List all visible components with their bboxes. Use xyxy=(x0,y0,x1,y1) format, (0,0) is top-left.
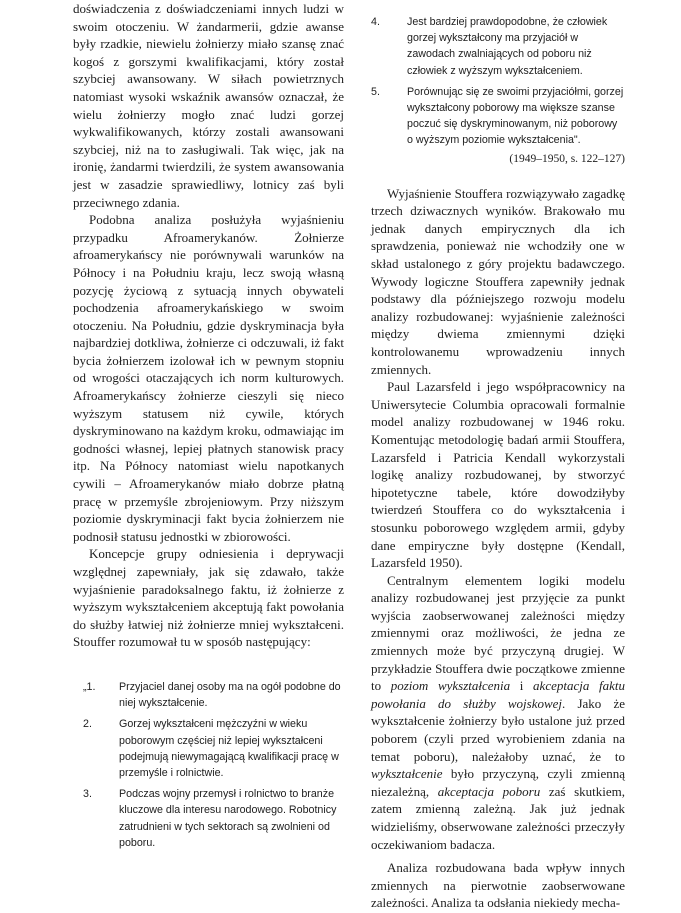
right-column xyxy=(371,14,625,912)
quoted-list-part-1 xyxy=(83,679,344,851)
list-item: 5. Porównując się ze swoimi przyjaciółmi, gorzej wykształcony poborowy ma większe szanse poczuć się dyskryminowanym, niż poborowy o wyższym poziomie wykształcenia". xyxy=(371,85,624,147)
paragraph-elaboration-logic: Centralnym elementem logiki modelu analizy rozbudowanej jest przyjęcie za punkt wyjścia zaobserwowanej zależności między zmiennymi oraz możliwości, że jedna ze zmiennych może być przyczyną drugiej. W przykładzie Stouffera dwie początkowe zmienne to poziom wykształcenia i akceptacja faktu powołania do służby wojskowej. Jako że wykształcenie żołnierzy było ustalone już przed poborem (czyli przed wyrobieniem zdania na temat poboru), należałoby uznać, że to wykształcenie było przyczyną, czyli zmienną niezależną, akceptacja poboru zaś skutkiem, zatem zmienną zależną. Jak już jednak widzieliśmy, obserwowane zależności przeczyły oczekiwaniom badacza. xyxy=(371,572,626,852)
paragraph-stouffer-explanation: Wyjaśnienie Stouffera rozwiązywało zagadkę trzech dziwacznych wyników. Brakowało mu jednak danych empirycznych dla ich sprawdzenia, ponieważ nie wchodziły one w skład ustalonego z góry projektu badawczego. Wywody logiczne Stouffera zapewniły jednak podstawy dla późniejszego rozwoju modelu analizy rozbudowanej: wyjaśnienie zależności między dwiema zmiennymi dzięki kontrolowanemu wprowadzeniu innych zmiennych. xyxy=(371,185,625,377)
list-item: 3. Podczas wojny przemysł i rolnictwo to branże kluczowe dla interesu narodowego. Robotnicy zatrudnieni w tych sektorach są zwolnieni od poboru. xyxy=(83,788,337,849)
left-column xyxy=(73,0,344,851)
paragraph-elaboration-analysis: Analiza rozbudowana bada wpływ innych zmiennych na pierwotnie zaobserwowane zależności. Analiza ta odsłania niekiedy mecha- xyxy=(371,860,625,911)
list-item: „1. Przyjaciel danej osoby ma na ogół podobne do niej wykształcenie. xyxy=(83,680,341,710)
paragraph-military-police: doświadczenia z doświadczeniami innych ludzi w swoim otoczeniu. W żandarmerii, gdzie awanse były rzadkie, niewielu żołnierzy miało szansę znać kogoś z gorszymi kwalifikacjami, który został szybciej awansowany. W siłach powietrznych natomiast wysoki wskaźnik awansów oznaczał, że wielu żołnierzy mogło znać ludzi gorzej wykwalifikowanych, którzy zostali awansowani szybciej, niż na to zasługiwali. Tak więc, jak na ironię, żandarmi twierdzili, że system awansowania jest w zasadzie sprawiedliwy, lotnicy zaś byli przeciwnego zdania. xyxy=(73,1,344,210)
quoted-list-part-2 xyxy=(371,14,625,149)
paragraph-reference-groups: Koncepcje grupy odniesienia i deprywacji względnej zapewniały, jak się zdawało, także wyjaśnienie paradoksalnego faktu, iż żołnierze z wyższym wykształceniem akceptują fakt powołania do służby łatwiej niż żołnierze mniej wykształceni. Stouffer rozumował tu w sposób następujący: xyxy=(73,546,344,650)
list-item: 2. Gorzej wykształceni mężczyźni w wieku poborowym częściej niż lepiej wykształceni podejmują niewymagającą kwalifikacji pracę w przemyśle i rolnictwie. xyxy=(83,718,339,779)
paragraph-afroamerican-soldiers: Podobna analiza posłużyła wyjaśnieniu przypadku Afroamerykanów. Żołnierze afroamerykańscy nie porównywali warunków na Północy i na Południu kraju, lecz swoją własną pozycję życiową z sytuacją innych obywateli pochodzenia afroamerykańskiego w swoim otoczeniu. Na Południu, gdzie dyskryminacja była najbardziej dotkliwa, żołnierze ci odczuwali, iż fakt bycia żołnierzem izolował ich w pewnym stopniu od wrogości otaczających ich norm kulturowych. Afroamerykańscy żołnierze cieszyli się nieco wyższym statusem niż cywile, których dyskryminowano na każdym kroku, odmawiając im godności własnej, lepiej płatnych stanowisk pracy itp. Na Północy natomiast wielu napotkanych cywili – Afroamerykanów miało dobrze płatną pracę w przemyśle zbrojeniowym. Przy niższym poziomie dyskryminacji fakt bycia żołnierzem nie podnosił statusu jednostki w zbiorowości. xyxy=(73,212,344,544)
list-item: 4. Jest bardziej prawdopodobne, że człowiek gorzej wykształcony ma przyjaciół w zawodach zwalniających od poboru niż człowiek z wyższym wykształceniem. xyxy=(371,16,608,77)
paragraph-lazarsfeld: Paul Lazarsfeld i jego współpracownicy na Uniwersytecie Columbia opracowali formalnie model analizy rozbudowanej w 1946 roku. Komentując metodologię badań armii Stouffera, Lazarsfeld i Patricia Kendall wykorzystali logikę analizy rozbudowanej, by stworzyć hipotetyczne tabele, które dowodziłyby twierdzeń Stouffera co do wykształcenia i stosunku poborowego względem armii, gdyby dane empiryczne były dostępne (Kendall, Lazarsfeld 1950). xyxy=(371,379,625,571)
citation: (1949–1950, s. 122–127) xyxy=(509,152,625,165)
